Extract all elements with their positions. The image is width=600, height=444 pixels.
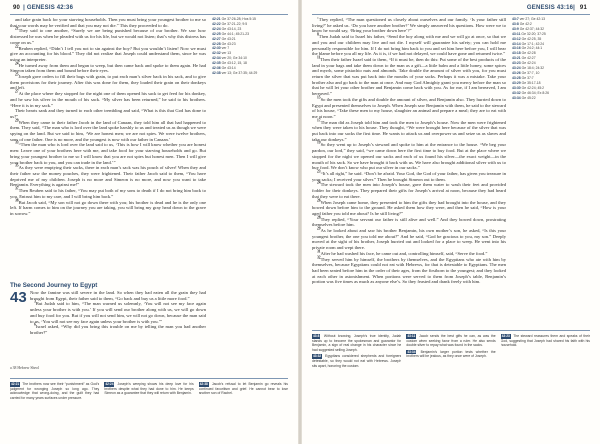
study-note-reference: 42:24 [105,382,114,386]
cross-reference-target: Ge 42:2 [518,21,532,26]
left-cross-references [212,17,288,281]
right-running-head-text: GENESIS 43:16 [526,5,574,11]
verse-text: But Jacob said, “My son will not go down there with you; his brother is dead and he is the only one left. If harm comes to him on the journey you are taking, you will bring my gray head down to the grave in sorrow.” [10,199,206,216]
section-heading: The Second Journey to Egypt [10,282,98,289]
cross-reference-target: Ge 42:37; 44:32 [518,26,545,31]
cross-reference-target: Ge 24:2; 44:1 [520,46,543,51]
verse-paragraph [312,257,506,286]
cross-reference-verse: 43:24 [512,66,521,71]
left-running-head: 90 | GENESIS 42:36 [13,5,74,11]
right-running-head: GENESIS 43:16| 91 [526,5,587,11]
cross-reference-verse: 42:32 [212,51,221,56]
cross-reference-verse: 42:25 [212,31,221,36]
right-page-number: 91 [579,5,587,11]
cross-reference-target: Ge 42:24 [520,61,536,66]
cross-reference-verse: 42:34 [212,56,221,61]
verse-number: 38 [15,197,19,202]
verse-paragraph [312,32,506,60]
verse-number: 21 [15,26,19,31]
study-note-text: Jacob’s refusal to let Benjamin go reveals his continued favoritism and grief. He cannot bear to lose another son of Rachel. [198,382,288,396]
cross-reference-target: Ge 46:34; Ex 8:26 [520,90,549,95]
cross-reference-target: ver 27; Ge 42:13 [518,17,545,21]
verse-text: At the place where they stopped for the night one of them opened his sack to get feed for his donkey, and he saw his silver in the mouth of his sack. “My silver has been returned,” he said to his brothers. “Here it is in my sack.” [10,91,206,108]
cross-reference-verse: 43:12 [512,36,521,41]
cross-reference-verse: 42:24 [212,26,221,31]
study-note-text: Benjamin’s larger portion tests whether the brothers will be jealous, as they once were of Joseph. [406,349,496,359]
verse-text: But Judah said to him, “The man warned us solemnly, ‘You will not see my face again unless your brother is with you.’ If you will send our brother along with us, we will go down and buy food for you. But if you will not send him, we will not go down, because the man said to us, ‘You will not see my face again unless your brother is with you.’” [30,301,206,324]
cross-reference-verse: 42:27 [212,36,221,41]
cross-reference-target: Ge 44:1; 45:21-23 [220,31,249,36]
cross-reference [212,71,288,76]
footnote: a 38 Hebrew Sheol [10,366,39,370]
cross-reference [512,96,588,101]
verse-text: When they came to their father Jacob in the land of Canaan, they told him all that had happened to them. They said, “The man who is lord over the land spoke harshly to us and treated us as though we were spying on the land. But we said to him, ‘We are honest men; we are not spies. We were twelve brothers, sons of one father. One is no more, and the youngest is now with our father in Canaan.’ [10,119,206,142]
verse-text: Then Reuben said to his father, “You may put both of my sons to death if I do not bring him back to you. Entrust him to my care, and I will bring him back.” [10,188,206,199]
study-note [10,382,99,400]
cross-reference-target: Ge 37:7 [520,75,534,80]
verse-number: 17 [317,118,321,123]
verse-number: 33 [15,140,19,145]
verse-paragraph [30,290,206,301]
chapter-text [30,290,206,364]
study-note-reference: 43:23 [501,334,510,338]
study-note-text: The brothers now see their “punishment” as God’s judgment for wronging Joseph so long ago. They acknowledge that wrong-doing, and the guilt they had carried for many years surfaces under pressure. [10,382,100,400]
cross-reference-verse: 43:16 [512,46,521,51]
cross-reference-verse: 43:29 [512,80,521,85]
cross-reference-verse: 43:30 [512,85,521,90]
verse-text: “Then the man who is lord over the land said to us, ‘This is how I will know whether you are honest men: Leave one of your brothers here with me, and take food for your starving households and go. But bring your youngest brother to me so I will know that you are not spies but honest men. Then I will give your brother back to you, and you can trade in the land.’” [10,142,206,165]
verse-number: 27 [15,89,19,94]
cross-reference-target: Ge 37:26-28; Hos 5:15 [220,17,256,21]
verse-paragraph [312,17,506,34]
verse-text: When Joseph came home, they presented to him the gifts they had brought into the house, and they bowed down before him to the ground. He asked them how they were, and then he said, “How is your aged father you told me about? Is he still living?” [312,199,506,216]
verse-paragraph [312,55,506,100]
verse-number: 29 [15,118,19,123]
left-header-rule [10,14,288,15]
cross-reference-target: ver 13 [220,51,232,56]
study-note-reference: 43:32 [313,354,322,359]
verse-paragraph [30,324,206,335]
verse-number: 8 [317,32,319,37]
cross-reference-verse: 43:26 [512,70,521,75]
right-body-text [312,17,506,320]
verse-text: They said to one another, “Surely we are being punished because of our brother. We saw how distressed he was when he pleaded with us for his life, but we would not listen; that’s why this distress has come on us.” [10,28,206,45]
verse-number: 24 [317,180,321,185]
verse-paragraph [10,43,206,66]
verse-number: 35 [15,163,19,168]
study-note-reference: 43:8 [313,334,320,338]
verse-number: 11 [317,55,321,60]
verse-paragraph [10,197,206,217]
verse-number: 26 [317,197,321,202]
cross-reference-verse: 43:21 [512,56,521,61]
verse-paragraph [312,140,506,174]
study-note-reference: 42:21 [11,382,20,386]
chapter-number: 43 [10,289,27,306]
right-header-rule [312,14,590,15]
study-note [406,350,495,359]
study-note-column [406,334,495,438]
study-note-text: Egyptians considered shepherds and foreigners detestable, so they would not eat with Hebrews. Joseph sits apart, honoring the custom. [312,354,402,368]
verse-number: 29 [317,226,321,231]
right-cross-references [512,17,588,320]
cross-reference-target: Ge 43:12, 15, 18 [220,61,247,66]
verse-text: After he had washed his face, he came out and, controlling himself, said, “Serve the food.” [320,250,488,256]
study-note-column [312,334,401,438]
verse-paragraph [312,182,506,199]
verse-number: 22 [15,43,19,48]
verse-number: 32 [317,255,321,259]
study-note-column [501,334,590,438]
verse-number: 7 [317,17,319,20]
cross-reference-verse: 43:23 [512,61,521,66]
verse-paragraph [10,17,206,28]
cross-reference-target: ver 13; Ge 37:35; 44:29 [220,70,258,75]
left-page [0,0,298,444]
cross-reference-verse: 42:22 [212,21,221,26]
left-body-text [10,17,206,281]
verse-number: 6 [34,322,36,327]
cross-reference-verse: 43:7 [512,17,519,21]
verse-text: Joseph gave orders to fill their bags with grain, to put each man’s silver back in his sack, and to give them provisions for their journey. After this was done for them, they loaded their grain on their donkeys and left. [10,74,206,91]
left-running-head-text: GENESIS 42:36 [26,5,74,11]
cross-reference-target: Ge 32:20; 37:25 [520,31,546,36]
cross-reference-target: Ge 37:7, 10 [520,70,540,75]
verse-text: Then Judah said to Israel his father, “Send the boy along with me and we will go at once, so that we and you and our children may live and not die. I myself will guarantee his safety; you can hold me personally responsible for him. If I do not bring him back to you and set him here before you, I will bear the blame before you all my life. As it is, if we had not delayed, we could have gone and returned twice.” [312,34,506,57]
verse-number: 28 [317,215,321,220]
verse-paragraph [312,120,506,143]
verse-paragraph [10,74,206,91]
cross-reference-target: Ge 42:28 [520,51,536,56]
verse-number: 3 [34,299,36,304]
cross-reference-target: Ge 45:22 [520,95,536,100]
left-page-number: 90 [13,5,21,11]
cross-reference-verse: 43:34 [512,95,521,100]
verse-text: As he looked about and saw his brother Benjamin, his own mother’s son, he asked, “Is this your youngest brother, the one you told me about?” And he said, “God be gracious to you, my son.” Deeply moved at the sight of his brother, Joseph hurried out and looked for a place to weep. He went into his private room and wept there. [312,228,506,251]
verse-number: 37 [15,186,19,191]
cross-reference-target: Ge 17:1; 42:24 [520,41,545,46]
verse-paragraph [10,63,206,74]
cross-reference-verse: 43:8 [512,21,519,26]
verse-number: 15 [317,95,321,100]
verse-text: Their hearts sank and they turned to each other trembling and said, “What is this that God has done to us?” [10,108,206,119]
cross-reference-verse: 43:11 [512,31,521,36]
verse-number: 25 [15,72,19,77]
cross-reference-verse: 43:28 [512,75,521,80]
cross-reference-target: ver 20; Ge 34:10 [220,56,247,61]
verse-number: 31 [317,249,321,254]
verse-text: Now the famine was still severe in the land. So when they had eaten all the grain they had brought from Egypt, their father said to them, “Go back and buy us a little more food.” [30,290,206,301]
study-note [312,334,401,352]
cross-reference-target: Ge 18:4; 24:32 [520,66,545,71]
cross-reference-target: Ge 35:17-18 [520,80,541,85]
right-page [302,0,600,444]
cross-reference-verse: 43:14 [512,41,521,46]
study-note [501,334,590,348]
verse-text: They replied, “The man questioned us closely about ourselves and our family. ‘Is your father still living?’ he asked us. ‘Do you have another brother?’ We simply answered his questions. How were we to know he would say, ‘Bring your brother down here’?” [312,17,506,34]
study-note-reference: 43:11 [407,334,416,338]
verse-text: So the men took the gifts and double the amount of silver, and Benjamin also. They hurried down to Egypt and presented themselves to Joseph. When Joseph saw Benjamin with them, he said to the steward of his house, “Take these men to my house, slaughter an animal and prepare a meal; they are to eat with me at noon.” [312,96,506,119]
study-note-text: Jacob sends the best gifts he can, as was the custom when seeking favor from a ruler. He also sends double silver to repay what was found in the sacks. [406,334,496,348]
cross-reference-verse: 42:38 [212,70,221,75]
cross-reference-target: Ge 43:23 [220,41,236,46]
study-note-column [10,382,99,438]
verse-number: 24 [15,61,19,66]
cross-reference-verse: 43:18 [512,51,521,56]
cross-reference-target: Ge 42:24; 45:2 [520,85,545,90]
verse-paragraph [10,120,206,143]
cross-reference-verse: 42:36 [212,66,221,71]
verse-text: The man did as Joseph told him and took the men to Joseph’s house. Now the men were frightened when they were taken to his house. They thought, “We were brought here because of the silver that was put back into our sacks the first time. He wants to attack us and overpower us and seize us as slaves and take our donkeys.” [312,119,506,142]
verse-paragraph [312,95,506,123]
cross-reference-verse: 43:32 [512,90,521,95]
verse-text: He turned away from them and began to weep, but then came back and spoke to them again. He had Simeon taken from them and bound before their eyes. [10,62,206,74]
cross-reference-verse: 42:30 [212,46,221,51]
verse-number: 23 [317,169,321,174]
study-note-column [104,382,193,438]
study-note [104,382,193,396]
cross-reference-verse: 42:28 [212,41,221,46]
verse-text: Reuben replied, “Didn’t I tell you not to sin against the boy? But you wouldn’t listen! Now we must give an accounting for his blood.” They did not realize that Joseph could understand them, since he was using an interpreter. [10,45,206,62]
verse-paragraph [10,28,206,45]
study-note [312,354,401,368]
cross-reference-verse: 42:21 [212,17,221,21]
verse-number: 19 [317,140,321,145]
left-study-notes [10,378,288,438]
verse-paragraph [10,108,206,119]
study-note-text: Joseph’s weeping shows his deep love for his brothers despite what they had done to him. He keeps Simeon as a guarantee that they will return with Benjamin. [104,382,194,396]
study-note-reference: 42:38 [199,382,208,386]
verse-paragraph [10,165,206,188]
verse-paragraph [10,142,206,165]
cross-reference-target: Ge 43:14, 23 [220,26,242,31]
verse-text: “It’s all right,” he said. “Don’t be afraid. Your God, the God of your father, has given you treasure in your sacks; I received your silver.” Then he brought Simeon out to them. [312,170,506,182]
right-study-notes [312,330,590,438]
verse-paragraph [10,188,206,199]
cross-reference-verse: 42:35 [212,61,221,66]
verse-text: Then their father Israel said to them, “If it must be, then do this: Put some of the best products of the land in your bags and take them down to the man as a gift—a little balm and a little honey, some spices and myrrh, some pistachio nuts and almonds. Take double the amount of silver with you, for you must return the silver that was put back into the mouths of your sacks. Perhaps it was a mistake. Take your brother also and go back to the man at once. And may God Almighty grant you mercy before the man so that he will let your other brother and Benjamin come back with you. As for me, if I am bereaved, I am bereaved.” [312,56,506,97]
verse-text: The steward took the men into Joseph’s house, gave them water to wash their feet and provided fodder for their donkeys. They prepared their gifts for Joseph’s arrival at noon, because they had heard that they were to eat there. [312,182,506,199]
verse-text: As they were emptying their sacks, there in each man’s sack was his pouch of silver! When they and their father saw the money pouches, they were frightened. Their father Jacob said to them, “You have deprived me of my children. Joseph is no more and Simeon is no more, and now you want to take Benjamin. Everything is against me!” [10,165,206,188]
cross-reference-target: Ge 37:21-22; 9:5 [220,21,248,26]
study-note-column [199,382,288,438]
verse-paragraph [312,215,506,231]
verse-paragraph [10,91,206,108]
study-note-reference: 43:34 [407,349,416,354]
verse-paragraph [312,197,506,220]
verse-text: They replied, “Your servant our father is still alive and well.” And they bowed down, prostrating themselves before him. [312,216,506,228]
verse-text: Israel asked, “Why did you bring this trouble on me by telling the man you had another brother?” [30,324,206,335]
study-note-text: Without knowing, Joseph’s true identity, Judah stands up to become the spokesman and guarantor for Benjamin, a sign of real change in his character since he had suggested selling Joseph. [312,334,402,352]
cross-reference-target: Ge 42:25, 35 [520,36,542,41]
cross-reference-target: ver 7 [220,46,230,51]
study-note [406,334,495,348]
verse-text: So they went up to Joseph’s steward and spoke to him at the entrance to the house. “We beg your pardon, our lord,” they said, “we came down here the first time to buy food. But at the place where we stopped for the night we opened our sacks and each of us found his silver—the exact weight—in the mouth of his sack. So we have brought it back with us. We have also brought additional silver with us to buy food. We don’t know who put our silver in our sacks.” [312,142,506,171]
cross-reference-target: Ge 42:27 [520,56,536,61]
verse-text: They served him by himself, the brothers by themselves, and the Egyptians who ate with him by themselves, because Egyptians could not eat with Hebrews, for that is detestable to Egyptians. The men had been seated before him in the order of their ages, from the firstborn to the youngest; and they looked at each other in astonishment. When portions were served to them from Joseph’s table, Benjamin’s portion was five times as much as anyone else’s. So they feasted and drank freely with him. [312,256,506,285]
cross-reference-target: Ge 43:21 [220,36,236,41]
verse-paragraph [30,301,206,324]
study-note [199,382,288,396]
cross-reference-verse: 43:9 [512,26,519,31]
verse-paragraph [312,171,506,182]
study-note-text: The steward reassures them and speaks of their God, suggesting that Joseph had shared his faith with his household. [500,334,590,348]
cross-reference-target: Ge 43:14 [220,66,236,71]
verse-text: and take grain back for your starving households. Then you must bring your youngest brother to me so that your words may be verified and that you may not die.” This they proceeded to do. [10,17,206,28]
